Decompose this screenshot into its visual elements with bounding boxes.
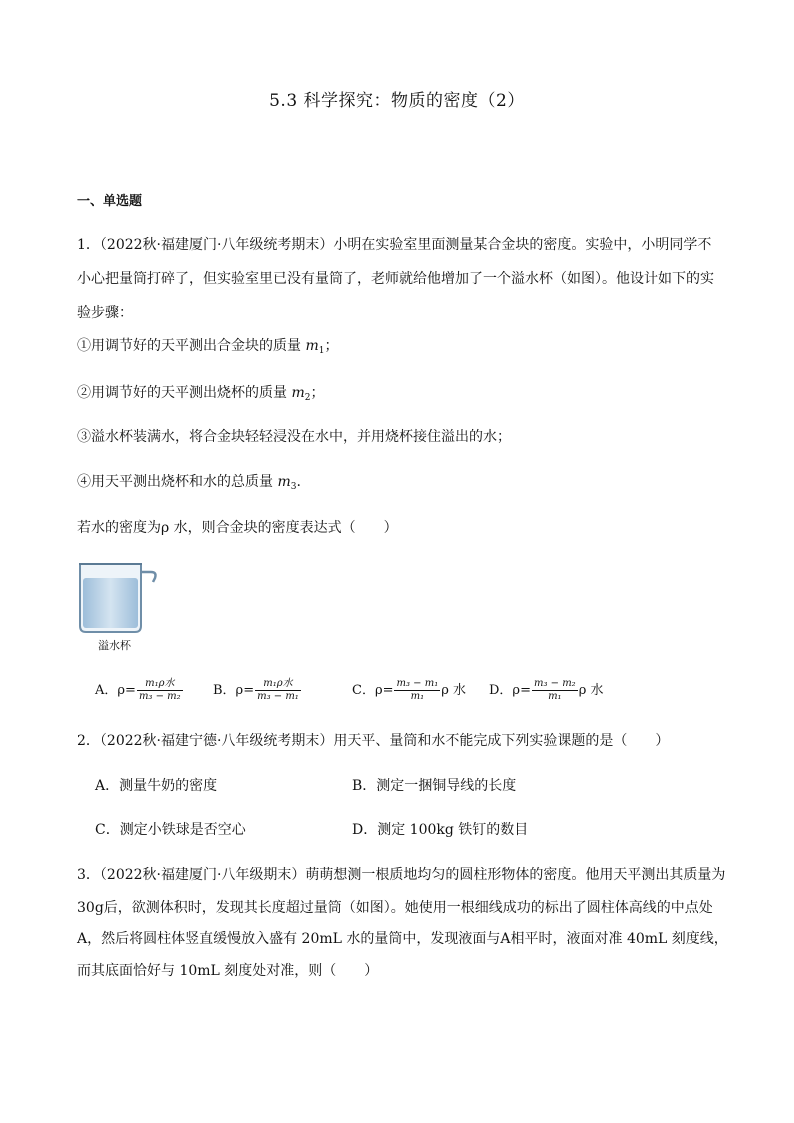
q1-step-3: ③溢水杯装满水，将合金块轻轻浸没在水中，并用烧杯接住溢出的水； — [77, 429, 511, 445]
q1-option-a[interactable]: A．ρ= $\frac{\text{m₁ρ水}}{\text{m₃ − m₂}}$ — [95, 678, 181, 702]
question-3-line-3: A，然后将圆柱体竖直缓慢放入盛有 20mL 水的量筒中，发现液面与A相平时，液面对准 40mL 刻度线， — [77, 931, 728, 947]
question-3-line-4: 而其底面恰好与 10mL 刻度处对准，则（ ） — [77, 963, 379, 979]
q1-step-1: ①用调节好的天平测出合金块的质量 $m_1$； — [77, 338, 339, 356]
q1-option-d[interactable]: D．ρ= $\frac{\text{m₃ − m₂}}{\text{m₁}}$ ρ 水 — [489, 678, 604, 702]
q1-step-2: ②用调节好的天平测出烧杯的质量 $m_2$； — [77, 385, 325, 403]
overflow-cup-figure — [77, 560, 167, 636]
question-3-line-1: 3．（2022秋·福建厦门·八年级期末）萌萌想测一根质地均匀的圆柱形物体的密度。他用天平测出其质量为 — [77, 867, 726, 883]
q2-option-b[interactable]: B．测定一捆铜导线的长度 — [352, 778, 517, 794]
figure-caption: 溢水杯 — [98, 639, 131, 652]
question-1-text: 1．（2022秋·福建厦门·八年级统考期末）小明在实验室里面测量某合金块的密度。实验中，小明同学不小心把量筒打碎了，但实验室里已没有量筒了，老师就给他增加了一个溢水杯（如图）。他设计如下的实验步骤： — [77, 237, 714, 321]
fraction: $\frac{\text{m₁ρ水}}{\text{m₃ − m₂}}$ — [138, 678, 181, 702]
q1-option-c[interactable]: C．ρ= $\frac{\text{m₃ − m₁}}{\text{m₁}}$ ρ 水 — [352, 678, 466, 702]
q2-option-c[interactable]: C．测定小铁球是否空心 — [95, 822, 246, 838]
fraction: $\frac{\text{m₃ − m₂}}{\text{m₁}}$ — [533, 678, 576, 702]
q2-option-a[interactable]: A．测量牛奶的密度 — [95, 778, 218, 794]
section-heading: 一、单选题 — [77, 194, 143, 209]
page-title: 5.3 科学探究：物质的密度（2） — [269, 91, 525, 111]
fraction: $\frac{\text{m₃ − m₁}}{\text{m₁}}$ — [396, 678, 439, 702]
q1-step-4: ④用天平测出烧杯和水的总质量 $m_3$. — [77, 474, 301, 492]
q2-option-d[interactable]: D．测定 100kg 铁钉的数目 — [352, 822, 529, 838]
q1-option-b[interactable]: B．ρ= $\frac{\text{m₁ρ水}}{\text{m₃ − m₁}}$ — [213, 678, 299, 702]
question-3-line-2: 30g后，欲测体积时，发现其长度超过量筒（如图）。她使用一根细线成功的标出了圆柱体高线的中点处 — [77, 900, 713, 916]
question-2-text: 2．（2022秋·福建宁德·八年级统考期末）用天平、量筒和水不能完成下列实验课题的是（ ） — [77, 733, 670, 749]
q1-prompt: 若水的密度为ρ 水，则合金块的密度表达式（ ） — [77, 520, 398, 536]
fraction: $\frac{\text{m₁ρ水}}{\text{m₃ − m₁}}$ — [257, 678, 299, 702]
